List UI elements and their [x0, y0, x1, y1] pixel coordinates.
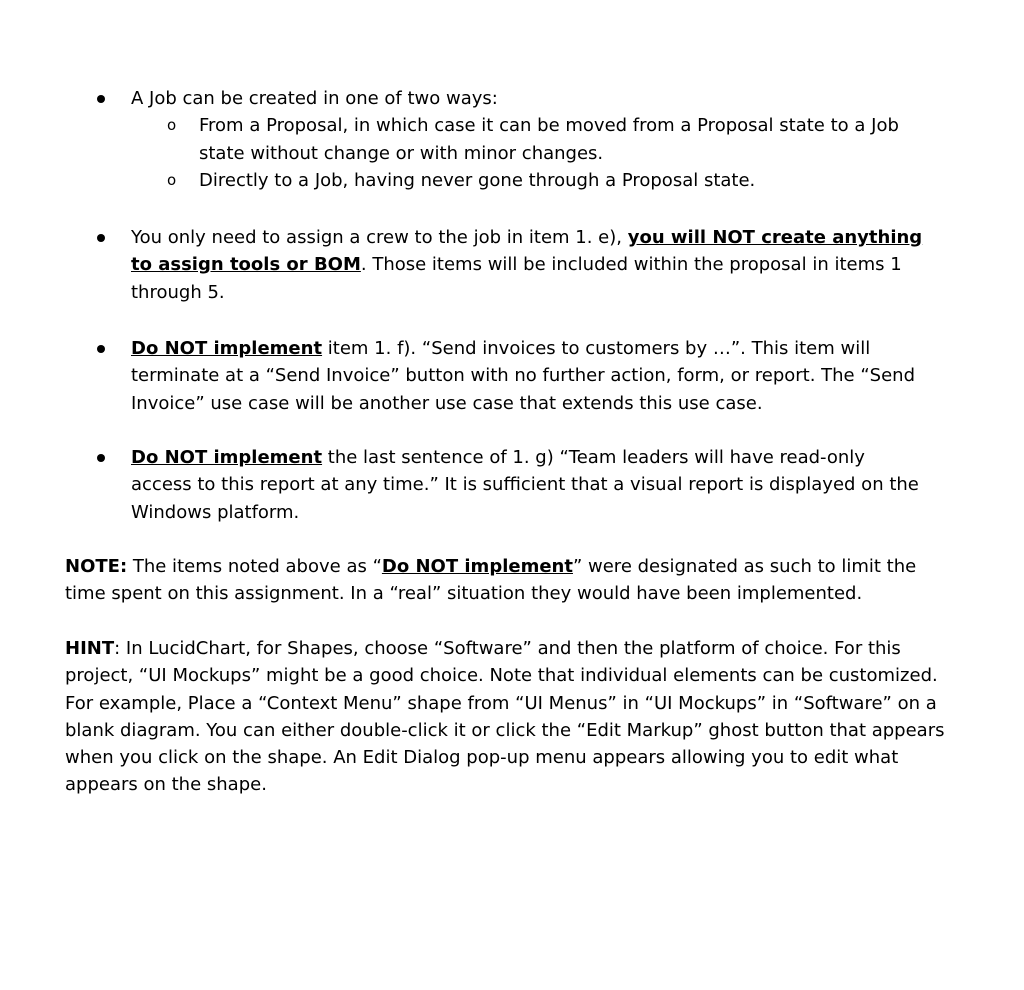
sub-bullet-marker: o	[167, 170, 177, 189]
sub-item-directly-to-job	[167, 167, 919, 194]
bullet-item-job-creation	[131, 85, 931, 194]
hint-paragraph	[65, 635, 945, 799]
note-paragraph	[65, 553, 945, 608]
bullet-item-assign-crew	[131, 224, 931, 306]
bullet-emphasis: Do NOT implement	[131, 338, 323, 359]
note-label: NOTE:	[65, 556, 128, 577]
bullet-emphasis: you will NOT create anything to assign tools or BOM	[131, 227, 923, 276]
sub-bullet-marker: o	[167, 116, 177, 135]
hint-label: HINT	[65, 638, 115, 659]
sub-item-text: Directly to a Job, having never gone through a Proposal state.	[199, 169, 756, 191]
bullet-text-post: . Those items will be included within the proposal in items 1 through 5.	[131, 254, 902, 303]
bullet-text: A Job can be created in one of two ways:	[131, 88, 498, 109]
note-text-pre: The items noted above as “	[127, 556, 382, 577]
bullet-emphasis: Do NOT implement	[131, 447, 323, 468]
hint-text: : In LucidChart, for Shapes, choose “Software” and then the platform of choice. For this project, “UI Mockups” might be a good choice. Note that individual elements can be customized. For example, Place a “Context Menu” shape from “UI Menus” in “UI Mockups” in “Software” on a blank diagram. You can either double-click it or click the “Edit Markup” ghost button that appears when you click on the shape. An Edit Dialog pop-up menu appears allowing you to edit what appears on the shape.	[65, 638, 945, 796]
bullet-text-post: the last sentence of 1. g) “Team leaders will have read-only access to this report at any time.” It is sufficient that a visual report is displayed on the Windows platform.	[131, 447, 919, 523]
note-text-post: ” were designated as such to limit the time spent on this assignment. In a “real” situation they would have been implemented.	[65, 556, 917, 605]
bullet-item-send-invoices	[131, 335, 931, 417]
bullet-text-post: item 1. f). “Send invoices to customers by …”. This item will terminate at a “Send Invoice” button with no further action, form, or report. The “Send Invoice” use case will be another use case that extends this use case.	[131, 338, 916, 414]
bullet-text-pre: You only need to assign a crew to the job in item 1. e),	[131, 227, 628, 248]
bullet-item-team-leader-access	[131, 444, 931, 526]
note-emphasis: Do NOT implement	[381, 556, 573, 577]
sub-item-from-proposal	[167, 112, 919, 167]
sub-item-text: From a Proposal, in which case it can be moved from a Proposal state to a Job state without change or with minor changes.	[199, 115, 899, 164]
